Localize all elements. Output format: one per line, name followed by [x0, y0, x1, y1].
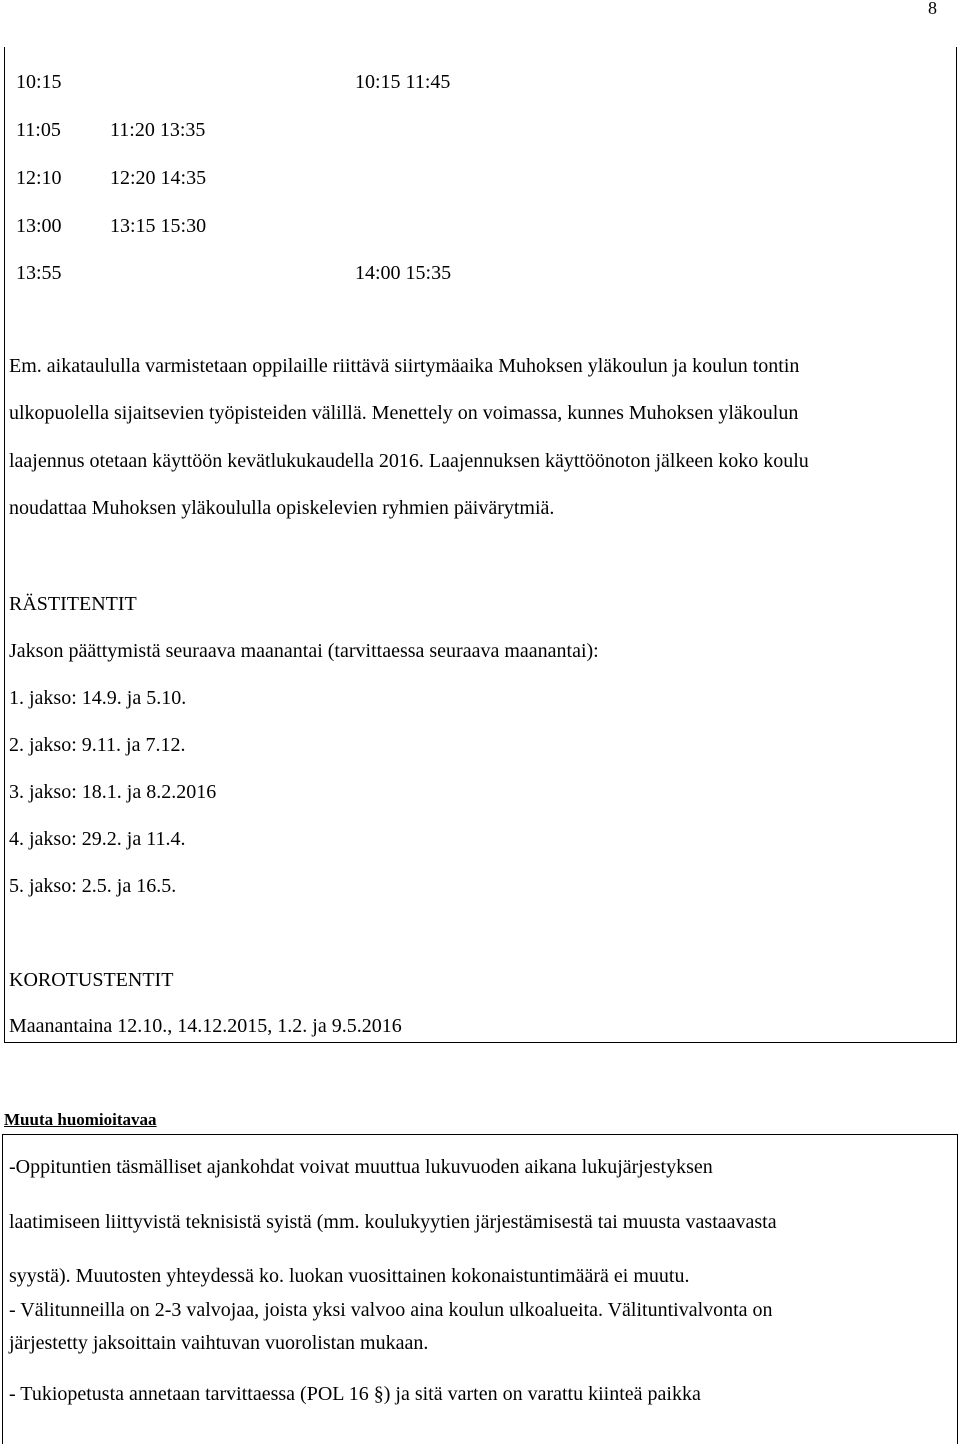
rastitentit-item: 3. jakso: 18.1. ja 8.2.2016 — [9, 781, 217, 803]
paragraph-line: Em. aikataululla varmistetaan oppilaille riittävä siirtymäaika Muhoksen yläkoulun ja koulun tontin — [9, 355, 800, 377]
paragraph-line: noudattaa Muhoksen yläkoululla opiskelevien ryhmien päivärytmiä. — [9, 497, 555, 519]
schedule-time-range: 11:20 13:35 — [110, 119, 206, 141]
rastitentit-intro: Jakson päättymistä seuraava maanantai (tarvittaessa seuraava maanantai): — [9, 640, 599, 662]
schedule-start-time: 13:00 — [16, 215, 62, 237]
rastitentit-item: 1. jakso: 14.9. ja 5.10. — [9, 687, 187, 709]
muuta-line: -Oppituntien täsmälliset ajankohdat voivat muuttua lukuvuoden aikana lukujärjestyksen — [9, 1156, 713, 1178]
schedule-time-range: 13:15 15:30 — [110, 215, 207, 237]
schedule-time-range: 10:15 11:45 — [355, 71, 451, 93]
schedule-time-range: 14:00 15:35 — [355, 262, 452, 284]
muuta-line: järjestetty jaksoittain vaihtuvan vuorolistan mukaan. — [9, 1332, 429, 1354]
schedule-start-time: 13:55 — [16, 262, 62, 284]
muuta-heading: Muuta huomioitavaa — [4, 1110, 157, 1129]
schedule-start-time: 11:05 — [16, 119, 61, 141]
korotustentit-text: Maanantaina 12.10., 14.12.2015, 1.2. ja 9.5.2016 — [9, 1015, 402, 1037]
rastitentit-item: 5. jakso: 2.5. ja 16.5. — [9, 875, 177, 897]
muuta-line: laatimiseen liittyvistä teknisistä syistä (mm. koulukyytien järjestämisestä tai muusta vastaavasta — [9, 1211, 777, 1233]
muuta-line: - Tukiopetusta annetaan tarvittaessa (POL 16 §) ja sitä varten on varattu kiinteä paikka — [9, 1383, 701, 1405]
rastitentit-heading: RÄSTITENTIT — [9, 593, 137, 615]
schedule-start-time: 12:10 — [16, 167, 62, 189]
muuta-line: syystä). Muutosten yhteydessä ko. luokan vuosittainen kokonaistuntimäärä ei muutu. — [9, 1265, 690, 1287]
paragraph-line: ulkopuolella sijaitsevien työpisteiden välillä. Menettely on voimassa, kunnes Muhoksen yläkoulun — [9, 402, 799, 424]
schedule-start-time: 10:15 — [16, 71, 62, 93]
rastitentit-item: 2. jakso: 9.11. ja 7.12. — [9, 734, 186, 756]
schedule-time-range: 12:20 14:35 — [110, 167, 207, 189]
rastitentit-item: 4. jakso: 29.2. ja 11.4. — [9, 828, 186, 850]
paragraph-line: laajennus otetaan käyttöön kevätlukukaudella 2016. Laajennuksen käyttöönoton jälkeen koko koulu — [9, 450, 809, 472]
muuta-line: - Välitunneilla on 2-3 valvojaa, joista yksi valvoo aina koulun ulkoalueita. Välituntivalvonta on — [9, 1299, 773, 1321]
korotustentit-heading: KOROTUSTENTIT — [9, 969, 174, 991]
page-number: 8 — [928, 0, 937, 18]
